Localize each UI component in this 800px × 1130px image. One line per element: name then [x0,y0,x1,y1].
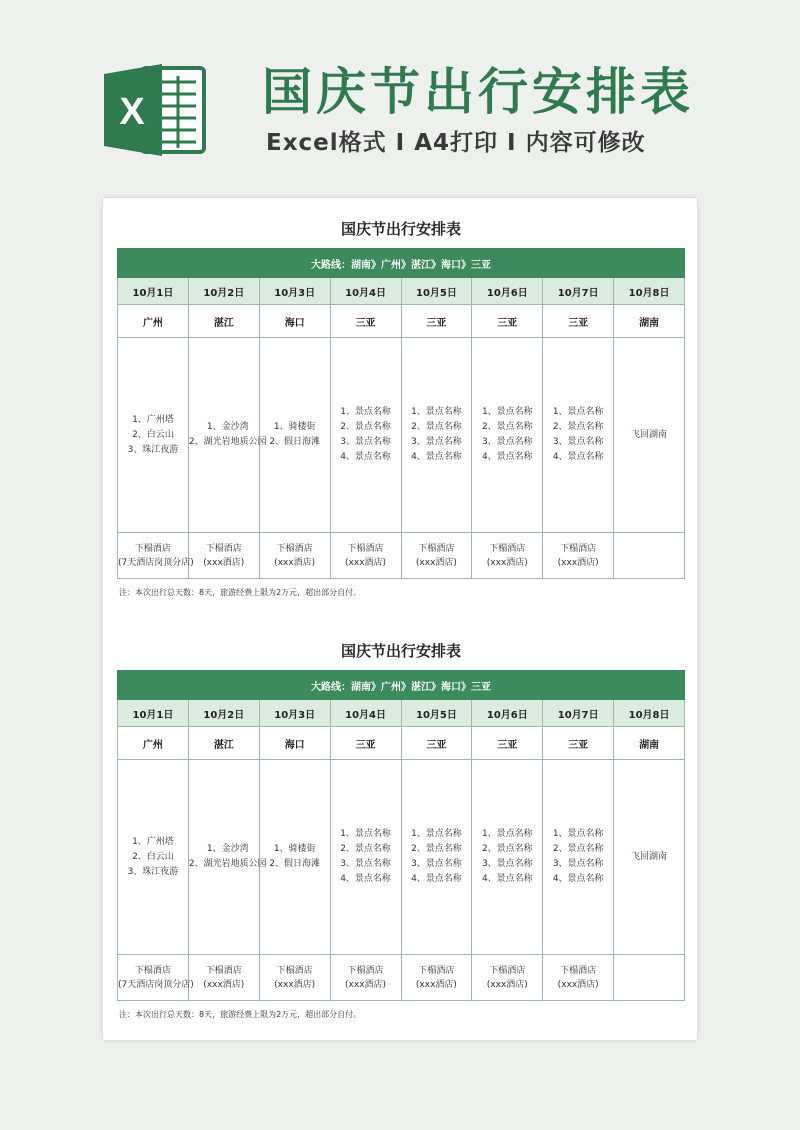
date-cell[interactable]: 10月2日 [188,278,259,305]
route-cell: 大路线：湖南》广州》湛江》海口》三亚 [118,671,685,700]
plan-list [340,827,391,887]
plan-item: 4、景点名称 [481,874,533,884]
hotel-line: 下榻酒店 [134,965,171,976]
city-cell[interactable]: 广州 [118,727,189,760]
plan-item: 1、景点名称 [552,407,604,417]
city-cell[interactable]: 湛江 [188,305,259,338]
plan-list [189,842,267,872]
hotel-line: 下榻酒店 [205,543,242,554]
plan-item: 2、景点名称 [340,844,391,854]
hotel-cell[interactable] [330,955,401,1001]
date-cell[interactable]: 10月1日 [118,278,189,305]
plan-cell[interactable] [401,760,472,955]
date-row [118,700,685,727]
plan-item: 4、景点名称 [340,452,391,462]
city-cell[interactable]: 三亚 [401,305,472,338]
hotel-line: 下榻酒店 [560,543,597,554]
hotel-line: (xxx酒店) [557,979,599,990]
plan-item: 1、景点名称 [552,829,604,839]
plan-item: 3、景点名称 [411,437,462,447]
plan-list [631,428,667,443]
schedule-block [117,640,685,1020]
plan-cell[interactable] [330,338,401,533]
hotel-line: 下榻酒店 [489,543,526,554]
city-cell[interactable]: 三亚 [330,305,401,338]
plan-cell[interactable] [472,338,543,533]
hotel-cell[interactable] [614,955,685,1001]
route-row [118,671,685,700]
plan-list [411,405,462,465]
city-cell[interactable]: 三亚 [330,727,401,760]
hotel-line: (xxx酒店) [486,979,528,990]
date-cell[interactable]: 10月4日 [330,700,401,727]
hotel-cell[interactable] [330,533,401,579]
hotel-line: (xxx酒店) [274,979,316,990]
city-row [118,727,685,760]
date-cell[interactable]: 10月1日 [118,700,189,727]
plan-item: 1、景点名称 [411,407,462,417]
plan-item: 1、景点名称 [411,829,462,839]
plan-item: 3、景点名称 [411,859,462,869]
hotel-cell[interactable] [472,533,543,579]
sheet-title: 国庆节出行安排表 [340,642,461,660]
plan-item: 2、景点名称 [411,844,462,854]
plan-cell[interactable] [330,760,401,955]
plan-item: 4、景点名称 [552,452,604,462]
plan-item: 2、湖光岩地质公园 [188,437,267,447]
document-page [103,198,697,1040]
plan-item: 1、金沙湾 [206,844,249,854]
plan-list [340,405,391,465]
plan-item: 1、骑楼街 [273,844,316,854]
plan-cell[interactable] [259,760,330,955]
plan-item: 1、景点名称 [481,407,533,417]
page-subtitle: Excel格式 I A4打印 I 内容可修改 [266,130,646,156]
city-cell[interactable]: 三亚 [401,727,472,760]
hotel-cell[interactable] [401,955,472,1001]
date-cell[interactable]: 10月4日 [330,278,401,305]
plan-item: 2、白云山 [132,851,174,862]
plan-item: 4、景点名称 [411,452,462,462]
plan-item: 4、景点名称 [411,874,462,884]
hotel-cell[interactable] [118,955,194,1001]
hotel-cell[interactable] [614,533,685,579]
plan-row [118,760,685,955]
hotel-line: (xxx酒店) [557,557,599,568]
plan-list [269,420,320,450]
plan-item: 1、景点名称 [340,407,391,417]
date-cell[interactable]: 10月6日 [472,700,543,727]
date-cell[interactable]: 10月6日 [472,278,543,305]
city-row [118,305,685,338]
hotel-line: 下榻酒店 [134,543,171,554]
plan-cell[interactable] [543,760,614,955]
schedule-table [117,670,685,1001]
hotel-line: 下榻酒店 [347,543,384,554]
hotel-cell[interactable] [472,955,543,1001]
city-cell[interactable]: 湛江 [188,727,259,760]
plan-item: 1、景点名称 [340,829,391,839]
hotel-line: (xxx酒店) [203,979,245,990]
plan-item: 2、景点名称 [340,422,391,432]
footnote: 注：本次出行总天数：8天，旅游经费上限为2万元，超出部分自付。 [119,588,362,597]
plan-item: 3、珠江夜游 [127,866,179,877]
hotel-line: (xxx酒店) [345,557,387,568]
plan-cell[interactable] [614,338,685,533]
plan-cell[interactable] [401,338,472,533]
plan-list [631,850,667,865]
plan-item: 3、景点名称 [481,437,533,447]
plan-cell[interactable] [259,338,330,533]
plan-cell[interactable] [188,760,267,955]
plan-item: 3、景点名称 [552,859,604,869]
plan-cell[interactable] [188,338,267,533]
plan-cell[interactable] [472,760,543,955]
plan-item: 2、假日海滩 [269,437,321,447]
date-cell[interactable]: 10月8日 [614,700,685,727]
hotel-line: 下榻酒店 [489,965,526,976]
date-cell[interactable]: 10月3日 [259,700,330,727]
hotel-line: 下榻酒店 [560,965,597,976]
excel-logo-icon [100,60,210,160]
page-title: 国庆节出行安排表 [262,63,694,121]
plan-cell[interactable] [118,760,189,955]
plan-list [482,405,533,465]
plan-list [128,413,179,458]
plan-item: 2、白云山 [132,429,174,440]
date-cell[interactable]: 10月5日 [401,278,472,305]
route-row [118,249,685,278]
hotel-cell[interactable] [118,533,194,579]
hotel-line: 下榻酒店 [276,543,313,554]
plan-item: 3、景点名称 [340,859,391,869]
city-cell[interactable]: 三亚 [472,727,543,760]
plan-item: 3、景点名称 [340,437,391,447]
plan-item: 2、景点名称 [552,422,604,432]
hotel-line: 下榻酒店 [276,965,313,976]
hotel-line: 下榻酒店 [418,543,455,554]
city-cell[interactable]: 广州 [118,305,189,338]
hotel-line: (7天酒店岗顶分店) [118,979,194,990]
plan-item: 飞回湖南 [631,429,668,440]
city-cell[interactable]: 湖南 [614,305,685,338]
plan-list [128,835,179,880]
plan-item: 2、景点名称 [481,422,533,432]
city-cell[interactable]: 湖南 [614,727,685,760]
plan-item: 飞回湖南 [631,851,668,862]
plan-item: 2、景点名称 [481,844,533,854]
city-cell[interactable]: 海口 [259,727,330,760]
plan-item: 2、湖光岩地质公园 [188,859,267,869]
hotel-line: 下榻酒店 [347,965,384,976]
date-cell[interactable]: 10月7日 [543,700,614,727]
city-cell[interactable]: 三亚 [543,727,614,760]
date-cell[interactable]: 10月5日 [401,700,472,727]
plan-item: 4、景点名称 [552,874,604,884]
plan-item: 4、景点名称 [481,452,533,462]
date-cell[interactable]: 10月3日 [259,278,330,305]
plan-cell[interactable] [614,760,685,955]
date-cell[interactable]: 10月2日 [188,700,259,727]
plan-item: 2、景点名称 [411,422,462,432]
date-cell[interactable]: 10月8日 [614,278,685,305]
plan-cell[interactable] [543,338,614,533]
plan-item: 1、广州塔 [132,414,174,425]
plan-item: 1、广州塔 [132,836,174,847]
plan-item: 4、景点名称 [340,874,391,884]
hotel-cell[interactable] [188,955,259,1001]
plan-list [189,420,267,450]
footnote: 注：本次出行总天数：8天，旅游经费上限为2万元，超出部分自付。 [119,1010,362,1019]
plan-item: 3、景点名称 [481,859,533,869]
schedule-table [117,248,685,579]
schedule-block [117,218,685,598]
plan-item: 1、景点名称 [481,829,533,839]
hotel-cell[interactable] [259,955,330,1001]
route-cell: 大路线：湖南》广州》湛江》海口》三亚 [118,249,685,278]
date-cell[interactable]: 10月7日 [543,278,614,305]
hotel-line: (xxx酒店) [274,557,316,568]
hotel-cell[interactable] [188,533,259,579]
hotel-line: (xxx酒店) [203,557,245,568]
plan-list [411,827,462,887]
plan-list [269,842,320,872]
plan-row [118,338,685,533]
plan-item: 1、金沙湾 [206,422,249,432]
hotel-cell[interactable] [543,955,614,1001]
city-cell[interactable]: 三亚 [472,305,543,338]
plan-item: 1、骑楼街 [273,422,316,432]
plan-cell[interactable] [118,338,189,533]
hotel-line: (7天酒店岗顶分店) [118,557,194,568]
plan-list [553,827,604,887]
hotel-cell[interactable] [543,533,614,579]
city-cell[interactable]: 三亚 [543,305,614,338]
logo-letter: X [119,91,145,133]
plan-list [482,827,533,887]
hotel-line: (xxx酒店) [345,979,387,990]
hotel-row [118,533,685,579]
hotel-line: (xxx酒店) [486,557,528,568]
hotel-cell[interactable] [259,533,330,579]
hotel-cell[interactable] [401,533,472,579]
hotel-line: 下榻酒店 [418,965,455,976]
city-cell[interactable]: 海口 [259,305,330,338]
plan-item: 2、假日海滩 [269,859,321,869]
sheet-title: 国庆节出行安排表 [340,220,461,238]
plan-item: 2、景点名称 [552,844,604,854]
plan-list [553,405,604,465]
hotel-line: (xxx酒店) [415,557,457,568]
plan-item: 3、珠江夜游 [127,444,179,455]
hotel-line: 下榻酒店 [205,965,242,976]
plan-item: 3、景点名称 [552,437,604,447]
hotel-line: (xxx酒店) [415,979,457,990]
hotel-row [118,955,685,1001]
date-row [118,278,685,305]
